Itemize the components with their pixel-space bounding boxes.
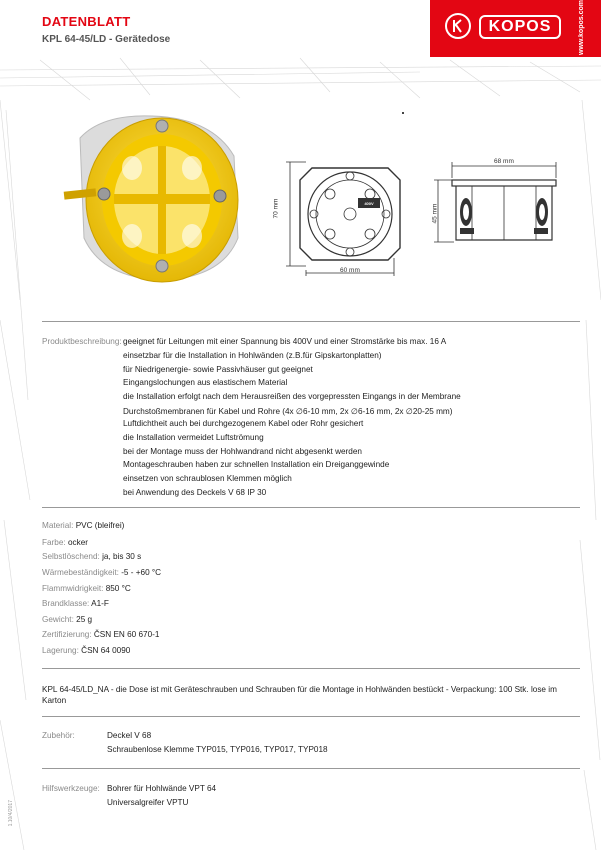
- brand-url: www.kopos.com: [578, 0, 585, 55]
- front-view-drawing: [276, 150, 416, 280]
- spec-row: [42, 630, 159, 639]
- spec-row: [42, 599, 109, 608]
- side-view-drawing: [432, 160, 572, 250]
- tool-item: Bohrer für Hohlwände VPT 64: [107, 784, 217, 793]
- dim-width-side: 68 mm: [494, 158, 514, 165]
- description-line: die Installation erfolgt nach dem Herausreißen des vorgepressten Eingangs in der Membrane: [123, 392, 461, 401]
- spec-value: 850 °C: [105, 584, 131, 593]
- divider: [42, 321, 580, 322]
- spec-value: PVC (bleifrei): [75, 521, 125, 530]
- tools-label: Hilfswerkzeuge:: [42, 784, 100, 793]
- product-subtitle: KPL 64-45/LD - Gerätedose: [42, 34, 171, 45]
- divider: [42, 716, 580, 717]
- description-line: die Installation vermeidet Luftströmung: [123, 433, 264, 442]
- spec-label: Zertifizierung:: [42, 630, 92, 639]
- tool-item: Universalgreifer VPTU: [107, 798, 189, 807]
- spec-row: [42, 552, 141, 561]
- kopos-k-logo-icon: [445, 13, 471, 39]
- description-line: einsetzen von schraublosen Klemmen möglich: [123, 474, 292, 483]
- accessory-item: Deckel V 68: [107, 731, 152, 740]
- description-line: Durchstoßmembranen für Kabel und Rohre (4x ∅6-10 mm, 2x ∅6-16 mm, 2x ∅20-25 mm): [123, 407, 453, 416]
- spec-value: A1-F: [91, 599, 109, 608]
- spec-label: Lagerung:: [42, 646, 79, 655]
- svg-text:400V: 400V: [364, 201, 374, 206]
- spec-row: [42, 521, 124, 530]
- brand-logo: KOPOS: [479, 15, 561, 39]
- description-line: geeignet für Leitungen mit einer Spannung bis 400V und einer Stromstärke bis max. 16 A: [123, 337, 447, 346]
- spec-label: Brandklasse:: [42, 599, 90, 608]
- dim-height-side: 45 mm: [431, 203, 439, 224]
- description-line: einsetzbar für die Installation in Hohlwänden (z.B.für Gipskartonplatten): [123, 351, 382, 360]
- spec-label: Selbstlöschend:: [42, 552, 100, 561]
- description-line: Luftdichtheit auch bei durchgezogenem Kabel oder Rohr gesichert: [123, 419, 364, 428]
- spec-value: ČSN 64 0090: [81, 646, 131, 655]
- description-line: Eingangslochungen aus elastischem Material: [123, 378, 288, 387]
- spec-row: [42, 646, 130, 655]
- spec-row: [42, 538, 88, 547]
- accessories-label: Zubehör:: [42, 731, 75, 740]
- description-line: für Niedrigenergie- sowie Passivhäuser gut geeignet: [123, 365, 313, 374]
- spec-label: Gewicht:: [42, 615, 74, 624]
- dim-width-front: 60 mm: [340, 267, 360, 274]
- document-code: 1.10/4/2017: [8, 800, 14, 827]
- spec-value: 25 g: [76, 615, 93, 624]
- spec-label: Farbe:: [42, 538, 66, 547]
- marker-dot: [402, 112, 404, 114]
- page-title: DATENBLATT: [42, 14, 131, 29]
- spec-value: ČSN EN 60 670-1: [93, 630, 160, 639]
- description-line: bei der Montage muss der Hohlwandrand nicht abgesenkt werden: [123, 447, 362, 456]
- spec-row: [42, 568, 161, 577]
- accessory-item: Schraubenlose Klemme TYP015, TYP016, TYP017, TYP018: [107, 745, 328, 754]
- dim-height-front: 70 mm: [272, 198, 280, 219]
- variant-note: KPL 64-45/LD_NA - die Dose ist mit Geräteschrauben und Schrauben für die Montage in Hohlwänden bestückt - Verpackung: 100 Stk. lose im Karton: [42, 685, 557, 705]
- divider: [42, 507, 580, 508]
- spec-label: Wärmebeständigkeit:: [42, 568, 119, 577]
- spec-value: -5 - +60 °C: [121, 568, 162, 577]
- spec-label: Material:: [42, 521, 74, 530]
- divider: [42, 768, 580, 769]
- spec-value: ja, bis 30 s: [102, 552, 142, 561]
- product-photo: [62, 108, 252, 286]
- divider: [42, 668, 580, 669]
- description-line: bei Anwendung des Deckels V 68 IP 30: [123, 488, 267, 497]
- spec-row: [42, 615, 92, 624]
- description-line: Montageschrauben haben zur schnellen Installation ein Dreiganggewinde: [123, 460, 390, 469]
- spec-row: [42, 584, 131, 593]
- spec-value: ocker: [67, 538, 88, 547]
- description-label: Produktbeschreibung:: [42, 337, 122, 346]
- spec-label: Flammwidrigkeit:: [42, 584, 104, 593]
